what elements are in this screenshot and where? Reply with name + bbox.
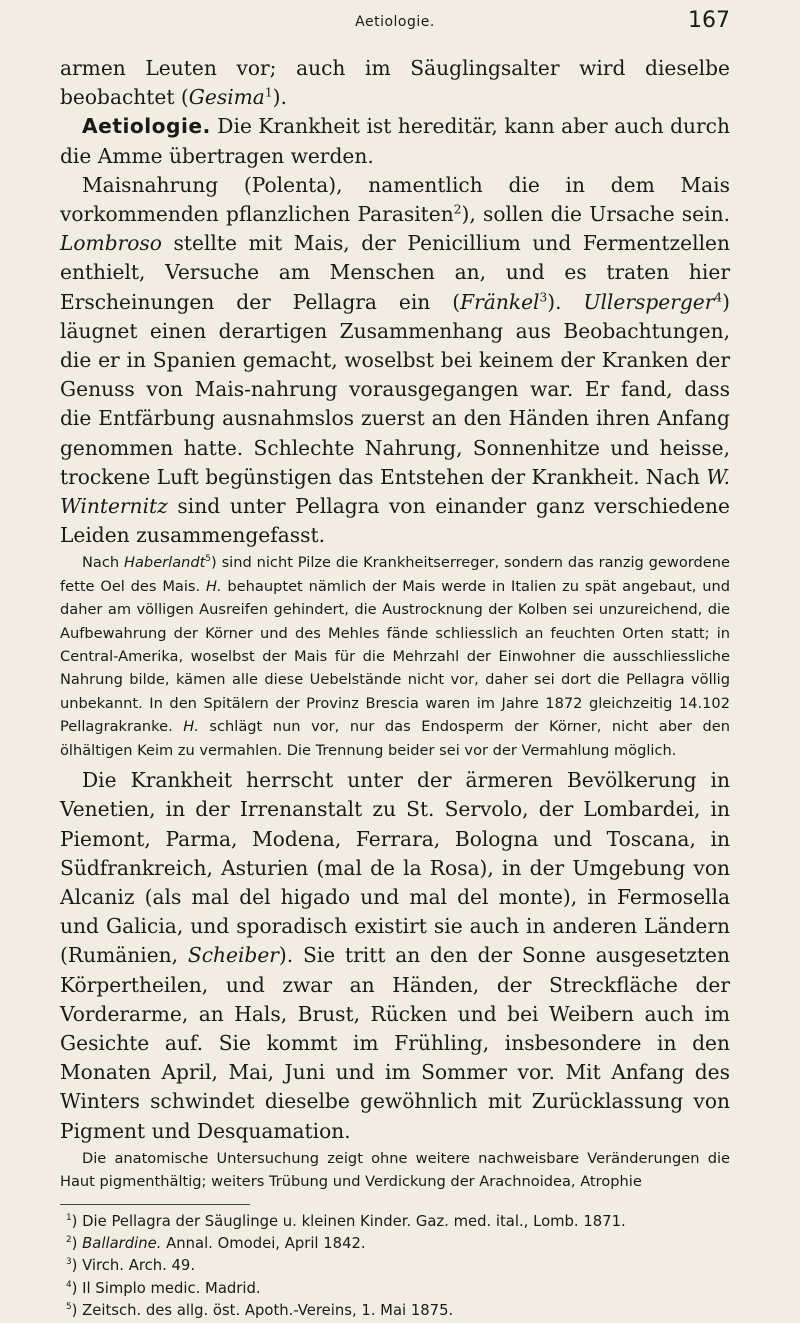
main-text-2	[60, 766, 730, 1146]
paragraph-anatomie: Die anatomische Untersuchung zeigt ohne weitere nachweisbare Veränderungen die Haut pigmenthältig; weiters Trübung und Verdickung der Arachnoidea, Atrophie	[60, 1149, 730, 1191]
main-text	[60, 54, 730, 550]
section-heading: Aetiologie.	[82, 114, 211, 139]
paragraph-aetiologie: Aetiologie. Die Krankheit ist hereditär, kann aber auch durch die Amme übertragen werden.	[60, 114, 730, 168]
paragraph-verbreitung: Die Krankheit herrscht unter der ärmeren Bevölkerung in Venetien, in der Irrenanstalt zu St. Servolo, der Lombardei, in Piemont, Parma, Modena, Ferrara, Bologna und Toscana, in Südfrankreich, Asturien (mal de la Rosa), in der Umgebung von Alcaniz (als mal del higado und mal del monte), in Fermosella und Galicia, und sporadisch existirt sie auch in anderen Ländern (Rumänien, Scheiber). Sie tritt an den der Sonne ausgesetzten Körpertheilen, und zwar an Händen, der Streckfläche der Vorderarme, an Hals, Brust, Rücken und bei Weibern auch im Gesichte auf. Sie kommt im Frühling, insbesondere in den Monaten April, Mai, Juni und im Sommer vor. Mit Anfang des Winters schwindet dieselbe gewöhnlich mit Zurücklassung von Pigment und Desquamation.	[60, 768, 731, 1143]
footnote-item: $^4$) Il Simplo medic. Madrid.	[66, 1279, 261, 1297]
paragraph-continuation: armen Leuten vor; auch im Säuglingsalter wird dieselbe beobachtet (Gesima$^1$).	[60, 56, 730, 110]
paragraph-maisnahrung: Maisnahrung (Polenta), namentlich die in dem Mais vorkommenden pflanzlichen Parasiten$^2$), sollen die Ursache sein. Lombroso stellte mit Mais, der Penicillium und Fermentzellen enthielt, Versuche am Menschen an, und es traten hier Erscheinungen der Pellagra ein (Fränkel$^3$). Ullersperger$^4$) läugnet einen derartigen Zusammenhang aus Beobachtungen, die er in Spanien gemacht, woselbst bei keinem der Kranken der Genuss von Mais-nahrung vorausgegangen war. Er fand, dass die Entfärbung ausnahmslos zuerst an den Händen ihren Anfang genommen hatte. Schlechte Nahrung, Sonnenhitze und heisse, trockene Luft begünstigen das Entstehen der Krankheit. Nach W. Winternitz sind unter Pellagra von einander ganz verschiedene Leiden zusammengefasst.	[60, 172, 730, 548]
page-header	[60, 0, 730, 50]
footnote-item: $^2$) Ballardine. Annal. Omodei, April 1842.	[66, 1234, 366, 1252]
running-head: Aetiologie.	[355, 14, 435, 30]
footnote-ref[interactable]: 1	[264, 85, 273, 100]
footnote-item: $^1$) Die Pellagra der Säuglinge u. kleinen Kinder. Gaz. med. ital., Lomb. 1871.	[66, 1212, 626, 1230]
footnote-ref[interactable]: 5	[205, 554, 211, 565]
footnote-ref[interactable]: 2	[453, 202, 462, 217]
page-number: 167	[688, 8, 730, 33]
footnote-item: $^5$) Zeitsch. des allg. öst. Apoth.-Vereins, 1. Mai 1875.	[66, 1302, 454, 1320]
paragraph-haberlandt: Nach Haberlandt$^5$) sind nicht Pilze die Krankheitserreger, sondern das ranzig gewordene fette Oel des Mais. H. behauptet nämlich der Mais werde in Italien zu spät angebaut, und daher am völligen Ausreifen gehindert, die Austrocknung der Kolben sei unzureichend, die Aufbewahrung der Körner und des Mehles fände schliesslich an feuchten Orten statt; in Central-Amerika, woselbst der Mais für die Mehrzahl der Einwohner die ausschliessliche Nahrung bilde, kämen alle diese Uebelstände nicht vor, daher sei dort die Pellagra völlig unbekannt. In den Spitälern der Provinz Brescia waren im Jahre 1872 gleichzeitig 14.102 Pellagrakranke. H. schlägt nun vor, nur das Endosperm der Körner, nicht aber den ölhältigen Keim zu vermahlen. Die Trennung beider sei vor der Vermahlung möglich.	[60, 554, 731, 759]
footnote-item: $^3$) Virch. Arch. 49.	[66, 1257, 196, 1275]
small-print-note	[60, 551, 730, 762]
footnote-ref[interactable]: 3	[539, 289, 548, 304]
footnote-divider	[60, 1204, 250, 1205]
footnote-ref[interactable]: 4	[714, 289, 723, 304]
footnotes	[60, 1211, 730, 1323]
small-print-note-2	[60, 1147, 730, 1194]
